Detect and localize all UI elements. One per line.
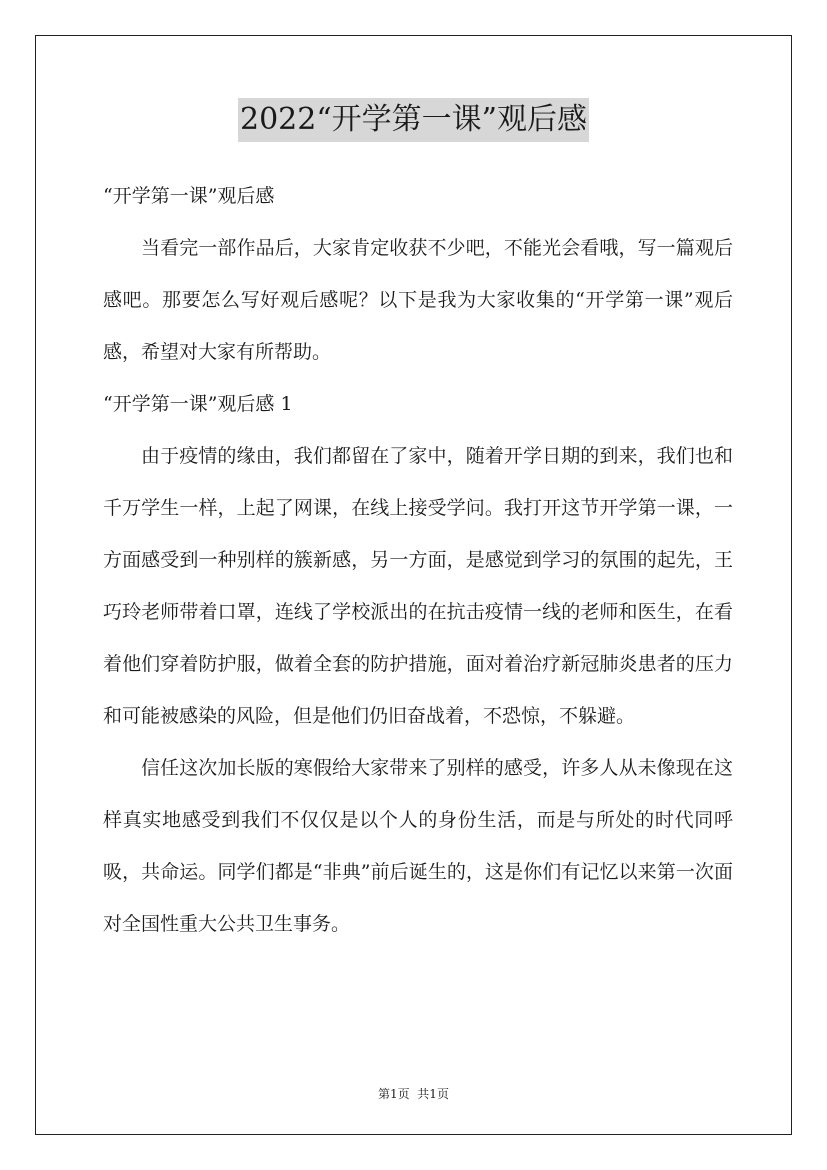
body-paragraph-2: 信任这次加长版的寒假给大家带来了别样的感受，许多人从未像现在这样真实地感受到我们不仅仅是以个人的身份生活，而是与所处的时代同呼吸，共命运。同学们都是“非典”前后诞生的，这是你们有记忆以来第一次面对全国性重大公共卫生事务。 (103, 757, 733, 935)
title-container (0, 98, 827, 142)
document-body (103, 170, 733, 950)
page-footer: 第1页 共1页 (378, 1087, 449, 1101)
document-subtitle: “开学第一课”观后感 (103, 185, 275, 207)
intro-paragraph: 当看完一部作品后，大家肯定收获不少吧，不能光会看哦，写一篇观后感吧。那要怎么写好观后感呢？以下是我为大家收集的“开学第一课”观后感，希望对大家有所帮助。 (103, 237, 733, 363)
body-paragraph-1: 由于疫情的缘由，我们都留在了家中，随着开学日期的到来，我们也和千万学生一样，上起了网课，在线上接受学问。我打开这节开学第一课，一方面感受到一种别样的簇新感，另一方面，是感觉到学习的氛围的起先，王巧玲老师带着口罩，连线了学校派出的在抗击疫情一线的老师和医生，在看着他们穿着防护服，做着全套的防护措施，面对着治疗新冠肺炎患者的压力和可能被感染的风险，但是他们仍旧奋战着，不恐惊，不躲避。 (103, 445, 733, 727)
document-title: 2022“开学第一课”观后感 (238, 98, 589, 142)
section-heading: “开学第一课”观后感 1 (103, 393, 293, 415)
